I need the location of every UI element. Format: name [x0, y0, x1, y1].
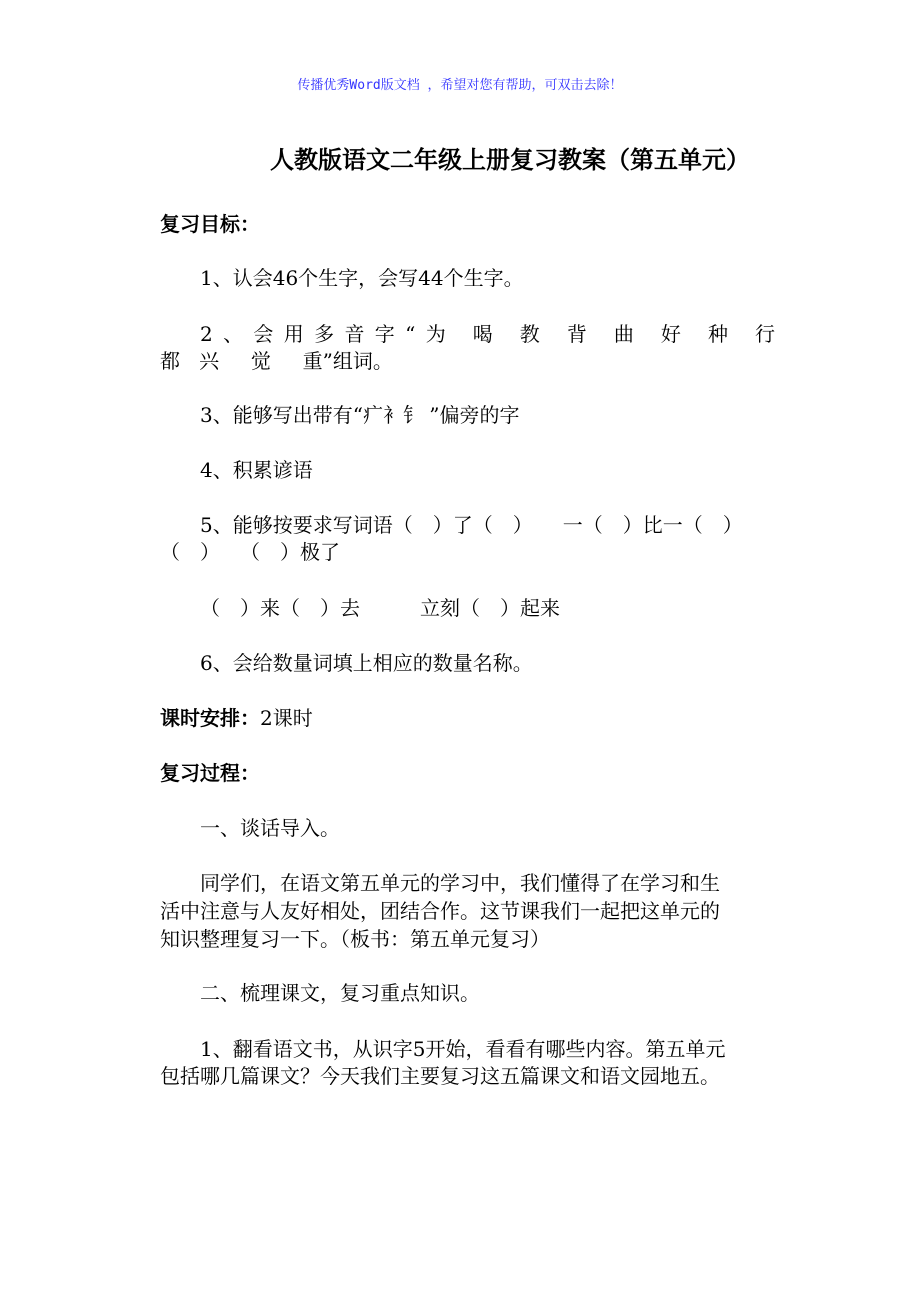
paragraph-2-line-2: 包括哪几篇课文？今天我们主要复习这五篇课文和语文园地五。 [160, 1064, 720, 1088]
goal-6: 6、会给数量词填上相应的数量名称。 [200, 651, 533, 675]
paragraph-1-line-3: 知识整理复习一下。（板书：第五单元复习） [160, 927, 550, 951]
goal-2-line-1: 2、会用多音字“为 喝 教 背 曲 好 种 行 [200, 322, 775, 346]
schedule [160, 704, 313, 732]
goal-5-line-1: 5、能够按要求写词语（ ）了（ ） 一（ ）比一（ ） [200, 513, 743, 537]
goal-2-line-2: 都 兴 觉 重”组词。 [160, 349, 393, 373]
goal-5-line-2: （ ） （ ）极了 [160, 540, 340, 564]
paragraph-1-line-2: 活中注意与人友好相处，团结合作。这节课我们一起把这单元的 [160, 899, 720, 923]
goal-1: 1、认会46个生字，会写44个生字。 [200, 266, 524, 290]
schedule-label: 课时安排： [160, 706, 260, 730]
process-heading: 复习过程： [160, 761, 260, 785]
goal-3: 3、能够写出带有“疒衤钅 ”偏旁的字 [200, 403, 520, 427]
paragraph-1-line-1: 同学们，在语文第五单元的学习中，我们懂得了在学习和生 [200, 871, 720, 895]
schedule-value: 2课时 [260, 706, 313, 730]
watermark-banner: 传播优秀Word版文档 ，希望对您有帮助，可双击去除！ [297, 78, 623, 93]
goal-5-line-3: （ ）来（ ）去 立刻（ ）起来 [200, 596, 560, 620]
goals-heading: 复习目标： [160, 212, 260, 236]
paragraph-2-line-1: 1、翻看语文书，从识字5开始，看看有哪些内容。第五单元 [200, 1037, 726, 1061]
document-title: 人教版语文二年级上册复习教案（第五单元） [270, 146, 750, 174]
process-step-1: 一、谈话导入。 [200, 816, 340, 840]
goal-4: 4、积累谚语 [200, 458, 313, 482]
process-step-2: 二、梳理课文，复习重点知识。 [200, 981, 480, 1005]
